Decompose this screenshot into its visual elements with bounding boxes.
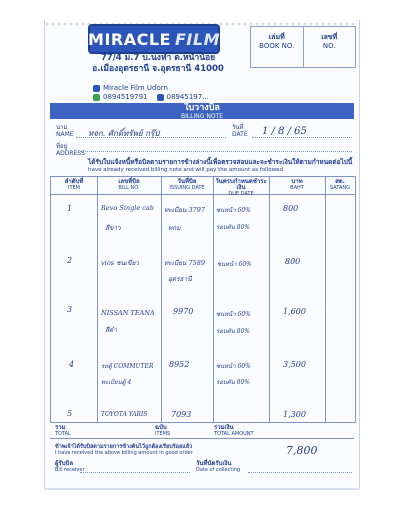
facebook-icon (93, 85, 100, 92)
name-label: นาม NAME (56, 124, 74, 138)
row-4-date: 8952 (169, 360, 190, 369)
date-value: 1 / 8 / 65 (262, 126, 307, 137)
header-satang: สต. SATANG (330, 178, 350, 191)
row-2-item: 2 (67, 256, 73, 265)
book-number-box (250, 26, 356, 68)
row-1-baht: 800 (283, 204, 299, 213)
receiver-line (80, 472, 190, 473)
col-divider (269, 177, 270, 422)
total-row-line (50, 438, 354, 439)
row-4-baht: 3,500 (283, 360, 306, 369)
address-line (80, 151, 352, 152)
line-contact: 0894519791 08945197... (93, 93, 209, 101)
header-issuing-date: วันที่บิล ISSUING DATE (169, 178, 205, 191)
book-no-cell: เล่มที่ BOOK NO. (259, 33, 295, 50)
row-1-bill-2: สีขาว (105, 224, 121, 232)
row-4-bill: รถตู้ COMMUTER (101, 363, 154, 370)
row-4-due-2: รอบคัน 80% (216, 379, 250, 386)
header-bill-no: เลขที่บิล BILL NO. (118, 178, 140, 191)
name-value: หจก. ศักดิ์ทรัพย์ กรุ๊ป (88, 129, 160, 138)
row-5-baht: 1,300 (283, 410, 306, 419)
row-3-baht: 1,600 (283, 307, 306, 316)
header-due-date: วันครบกำหนดชำระเงิน DUE DATE (215, 178, 267, 197)
row-3-due-2: รอบคัน 80% (216, 328, 250, 335)
row-2-date: ทะเบียน 7589 (164, 259, 205, 267)
bill-receiver-label: ผู้รับบิล Bill receiver (55, 460, 85, 473)
row-5-date: 7093 (171, 410, 192, 419)
row-1-due: ซนหน้า 60% (216, 207, 251, 214)
intro-text: ได้รับใบแจ้งหนี้หรือบิลตามรายการข้างล่างนี้เพื่อตรวจสอบและจะชำระเงินให้ตามกำหนดต่อไปนี้ have already received billing note and will pay the amount as followed (88, 158, 353, 173)
title-en: BILLING NOTE (180, 113, 224, 120)
row-2-due: ซนหน้า 60% (217, 261, 252, 268)
received-statement: ข้าพเจ้าได้รับบิลตามรายการข้างต้นไว้ถูกต้องเรียบร้อยแล้ว I have received the above billing amount in good order (55, 444, 193, 456)
brand-name-b: FILM (174, 29, 220, 49)
doc-no-cell: เลขที่ NO. (303, 27, 356, 67)
row-2-date-2: อุดรธานี (168, 275, 192, 283)
row-3-bill-2: สีดำ (105, 326, 117, 334)
billing-table (50, 176, 356, 423)
row-1-item: 1 (67, 204, 73, 213)
row-2-bill: vios ชนเขียว (101, 259, 140, 267)
grand-total-value: 7,800 (286, 444, 318, 457)
items-label: ฉบับ ITEMS (155, 424, 171, 437)
row-1-date: ทะเบียน 3797 (164, 206, 205, 214)
row-4-due: ซนหน้า 60% (216, 363, 251, 370)
col-divider (213, 177, 214, 422)
address-line-2: อ.เมืองอุดรธานี จ.อุดรธานี 41000 (92, 64, 224, 74)
address-line-1: 77/4 ม.7 บ.นงหำ ต.หนำน้อย (100, 53, 216, 63)
row-5-bill: TOYOTA YARIS (101, 411, 148, 418)
col-divider (97, 177, 98, 422)
col-divider (161, 177, 162, 422)
title-th: ใบวางบิล (184, 103, 220, 113)
row-3-bill: NISSAN TEANA (101, 309, 155, 317)
address-label: ที่อยู่ ADDRESS (56, 143, 85, 157)
row-1-date-2: ทกม (168, 224, 181, 232)
row-3-item: 3 (67, 305, 73, 314)
row-5-item: 5 (67, 409, 73, 418)
total-label: รวม TOTAL (55, 424, 71, 437)
collect-date-line (248, 472, 352, 473)
brand-logo (88, 24, 220, 54)
row-3-date: 9970 (173, 307, 194, 316)
row-4-item: 4 (69, 360, 75, 369)
company-address (88, 53, 228, 75)
collect-date-label: วันที่นัดรับเงิน Date of collecting (196, 460, 241, 473)
title-band (50, 103, 354, 119)
total-amount-label: รวมเงิน TOTAL AMOUNT (214, 424, 254, 437)
row-2-baht: 800 (285, 257, 301, 266)
date-label: วันที่ DATE (232, 124, 248, 138)
row-4-bill-2: ทะเบียนตู้ 4 (101, 379, 132, 386)
header-baht: บาท BAHT (290, 178, 304, 191)
facebook-contact: Miracle Film Udorn (93, 84, 168, 92)
row-1-bill: Revo Single cab (101, 204, 154, 212)
row-3-due: ซนหน้า 60% (216, 311, 251, 318)
brand-name-a: MIRACLE (88, 29, 171, 49)
paper-edge (44, 488, 358, 490)
line-icon (93, 94, 100, 101)
phone-icon (157, 94, 164, 101)
header-item: ลำดับที่ ITEM (64, 178, 84, 191)
row-1-due-2: รอบคัน 80% (216, 224, 250, 231)
date-line (252, 137, 352, 138)
col-divider (325, 177, 326, 422)
